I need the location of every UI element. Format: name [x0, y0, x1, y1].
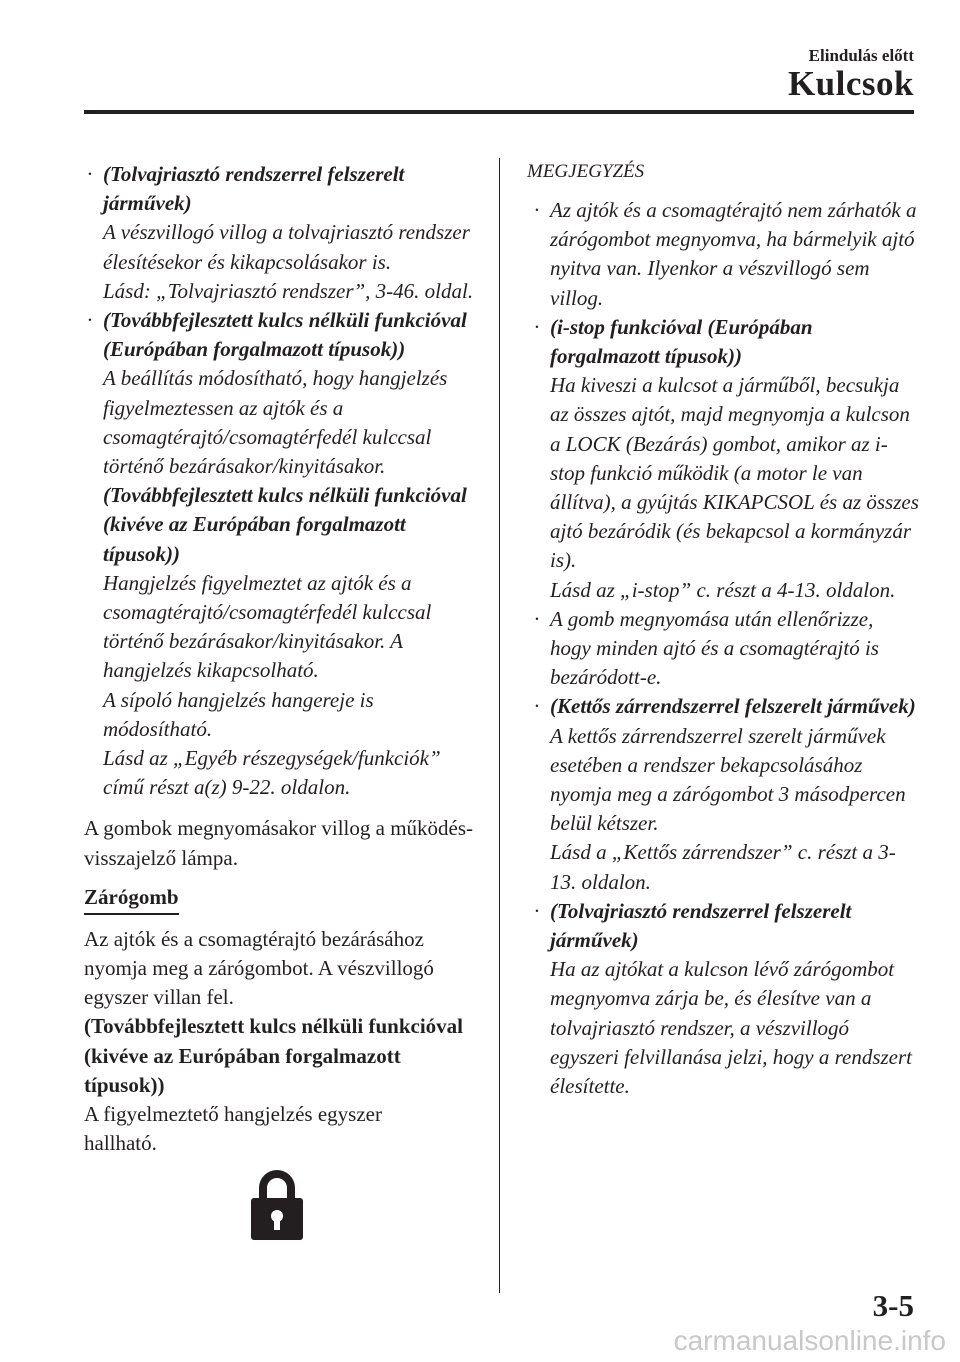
bullet-body: A beállítás módosítható, hogy hangjelzés figyelmeztessen az ajtók és a csomagtérajtó/csomagtérfedél kulccsal történő bezárásakor/kinyitásakor. [103, 366, 448, 479]
note-reference: Lásd a „Kettős zárrendszer” c. részt a 3-13. oldalon. [550, 840, 896, 894]
column-divider [499, 158, 500, 1293]
paragraph-bold: (Továbbfejlesztett kulcs nélküli funkcióval (kivéve az Európában forgalmazott típusok)) [84, 1014, 464, 1097]
note-item [531, 897, 919, 1101]
note-item [531, 692, 919, 896]
left-column [84, 160, 479, 1159]
right-column [527, 160, 919, 1101]
paragraph: A figyelmeztető hangjelzés egyszer hallható. [84, 1102, 382, 1156]
bullet-title: (Továbbfejlesztett kulcs nélküli funkcióval (Európában forgalmazott típusok)) [103, 308, 467, 362]
bullet-body: Hangjelzés figyelmeztet az ajtók és a csomagtérajtó/csomagtérfedél kulccsal történő bezárásakor/kinyitásakor. A hangjelzés kikapcsolható. [103, 570, 432, 683]
note-title: MEGJEGYZÉS [527, 161, 645, 182]
lock-icon [251, 1168, 303, 1240]
note-item [531, 196, 919, 313]
bullet-reference: Lásd az „Egyéb részegységek/funkciók” című részt a(z) 9-22. oldalon. [103, 746, 441, 800]
note-title-line: (i-stop funkcióval (Európában forgalmazott típusok)) [550, 314, 813, 369]
section-label: Elindulás előtt [808, 46, 914, 65]
bullet-reference: Lásd: „Tolvajriasztó rendszer”, 3-46. oldal. [103, 278, 474, 303]
note-item [531, 605, 919, 693]
page-number: 3-5 [872, 1288, 914, 1323]
bullet-dot: · [534, 606, 540, 631]
bullet-dot: · [87, 308, 93, 333]
bullet-item [84, 160, 479, 306]
note-body: A kettős zárrendszerrel szerelt járművek esetében a rendszer bekapcsolásához nyomja meg a zárógombot 3 másodpercen belül kétszer. [550, 723, 906, 836]
note-list [527, 196, 919, 1101]
bullet-dot: · [87, 162, 93, 186]
watermark: carmanualsonline.info [673, 1325, 946, 1356]
bullet-dot: · [534, 198, 540, 222]
subheading-text: Zárógomb [84, 883, 179, 915]
bullet-dot: · [534, 314, 540, 339]
note-title-line: (Kettős zárrendszerrel felszerelt járművek) [550, 694, 916, 719]
note-body: A gomb megnyomása után ellenőrizze, hogy minden ajtó és a csomagtérajtó is bezáródott-e. [550, 606, 879, 690]
note-item [531, 313, 919, 605]
note-body: Ha kiveszi a kulcsot a járműből, becsukja az összes ajtót, majd megnyomja a kulcson a LOCK (Bezárás) gombot, amikor az i-stop funkció működik (a motor le van állítva), a gyújtás KIKAPCSOL és az összes ajtó bezáródik (és bekapcsol a kormányzár is). [550, 373, 919, 573]
bullet-body: A sípoló hangjelzés hangereje is módosítható. [103, 687, 374, 741]
subheading [84, 883, 479, 915]
header-rule [84, 110, 914, 114]
bullet-title: (Továbbfejlesztett kulcs nélküli funkcióval (kivéve az Európában forgalmazott típusok)) [103, 483, 467, 566]
note-body: Az ajtók és a csomagtérajtó nem zárhatók a zárógombot megnyomva, ha bármelyik ajtó nyitva van. Ilyenkor a vészvillogó sem villog. [550, 198, 917, 310]
bullet-item [84, 306, 479, 802]
note-body: Ha az ajtókat a kulcson lévő zárógombot megnyomva zárja be, és élesítve van a tolvajriasztó rendszer, a vészvillogó egyszeri felvillanása jelzi, hogy a rendszert élesítette. [550, 957, 913, 1099]
bullet-dot: · [534, 898, 540, 923]
note-title-line: (Tolvajriasztó rendszerrel felszerelt járművek) [550, 898, 852, 953]
paragraph: A gombok megnyomásakor villog a működés-visszajelző lámpa. [84, 816, 474, 870]
note-reference: Lásd az „i-stop” c. részt a 4-13. oldalon. [550, 577, 896, 602]
bullet-dot: · [534, 694, 540, 719]
paragraph: Az ajtók és a csomagtérajtó bezárásához nyomja meg a zárógombot. A vészvillogó egyszer villan fel. [84, 926, 434, 1010]
chapter-title: Kulcsok [787, 64, 914, 103]
bullet-title: (Tolvajriasztó rendszerrel felszerelt járművek) [103, 162, 405, 216]
bullet-body: A vészvillogó villog a tolvajriasztó rendszer élesítésekor és kikapcsolásakor is. [103, 220, 470, 274]
